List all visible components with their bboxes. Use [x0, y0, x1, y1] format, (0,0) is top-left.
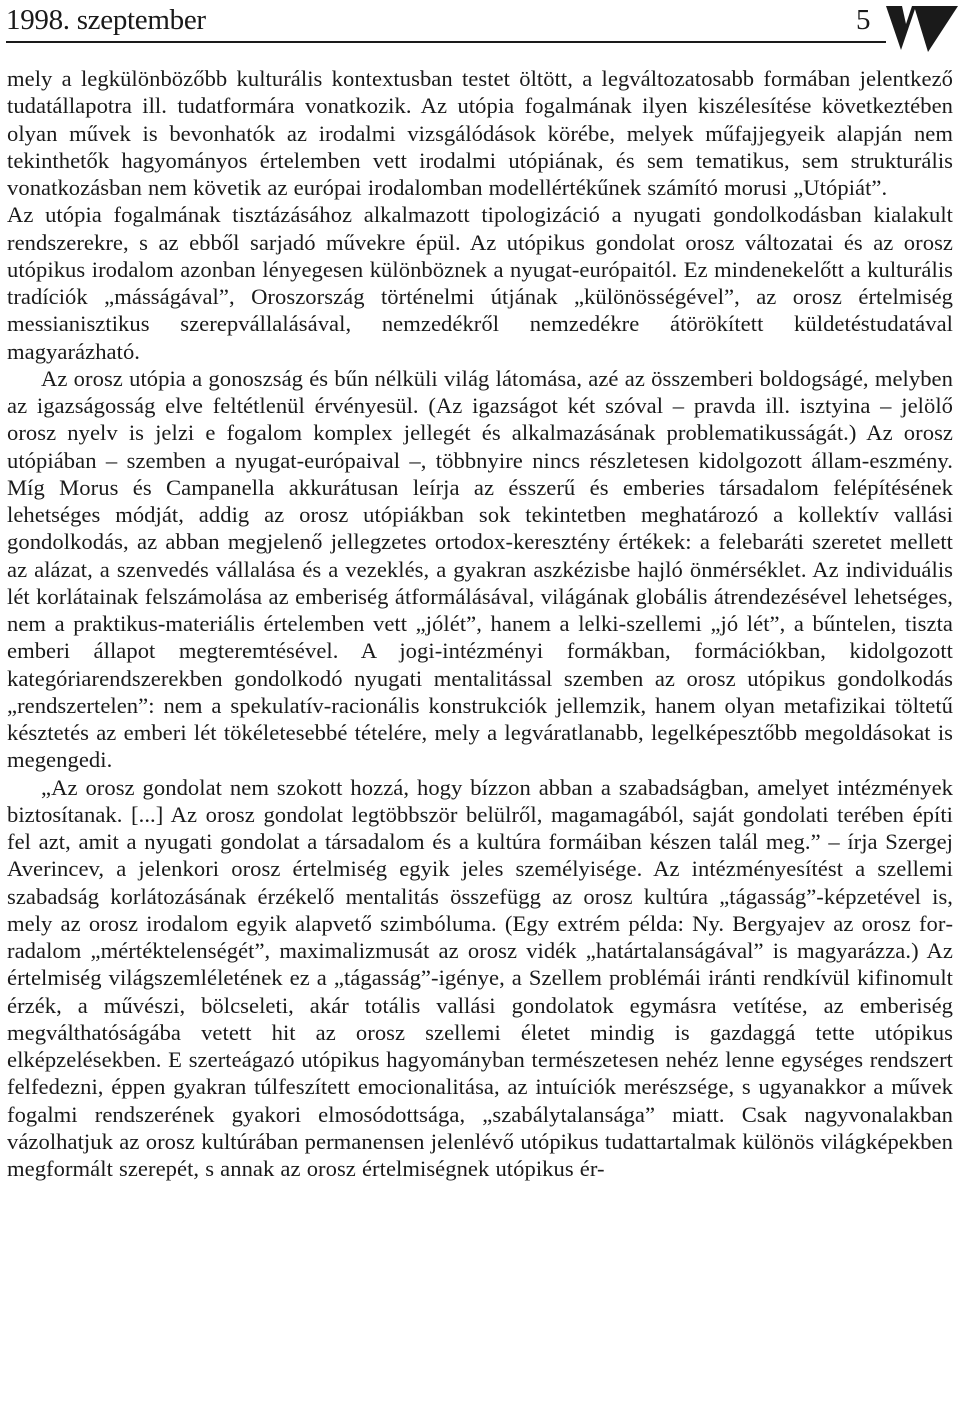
page-header	[6, 2, 951, 42]
page-number: 5	[856, 4, 871, 36]
article-body	[7, 65, 953, 1182]
header-rule	[6, 41, 886, 43]
paragraph-4: „Az orosz gondolat nem szokott hozzá, hogy bízzon abban a szabadságban, amelyet intézmények biztosítanak. [...] Az orosz gondolat legtöbbször belülről, magamagából, saját gondolati terében építi fel azt, amit a nyugati gondolat a társadalom és a kultúra formáiban készen talál meg.” – írja Szergej Averincev, a jelenkori orosz értelmiség egyik jeles személyisége. Az intézményesítést a szellemi szabadság korlátozásának érzékelő mentalitás összefügg az orosz kultúra „tágasság”-képzetével is, mely az orosz irodalom egyik alapvető szimbóluma. (Egy extrém példa: Ny. Bergyajev az orosz forradalom „mértéktelenségét”, maximalizmusát az orosz vidék „határtalanságával” is magyarázza.) Az értelmiség világszemléletének ez a „tágasság”-igénye, a Szellem problémái iránti rendkívül kifinomult érzék, a művészi, bölcseleti, akár totális vallási gondolatok egymásra vetítése, az emberiség megválthatóságába vetett hit az orosz szellemi életet mindig is gazdaggá tette utópikus elképzelésekben. E szerteágazó utópikus hagyományban természetesen nehéz lenne egységes rendszert felfedezni, éppen gyakran túlfeszített emocionalitása, az intuíciók merészsége, s ugyanakkor a művek fogalmi rendszerének gyakori elmosódottsága, „szabálytalansága” miatt. Csak nagyvonalakban vázolhatjuk az orosz kultúrában permanensen jelenlévő utópikus tudattartalmak különös világképekben megformált szerepét, s annak az orosz értelmiségnek utópikus ér-	[7, 774, 953, 1181]
issue-date: 1998. szeptember	[6, 4, 206, 36]
paragraph-3: Az orosz utópia a gonoszság és bűn nélküli világ látomása, azé az összemberi boldogságé, melyben az igazságosság elve feltétlenül érvényesül. (Az igazságot két szóval – pravda ill. isztyina – jelölő orosz nyelv is jelzi e fogalom komplex jellegét és alkalmazásának problematikusságát.) Az orosz utópiában – szemben a nyugat-európaival –, többnyire nincs részletesen kidolgozott állam-eszmény. Míg Morus és Campanella akkurátusan leírja az ésszerű és emberies társadalom felépítésének lehetséges módját, addig az orosz utópiákban sok tekintetben meghatározó a kollektív vallási gondolkodás, az abban megjelenő jellegzetes ortodox-keresztény értékek: a felebaráti szeretet mellett az alázat, a szenvedés vállalása és a vezeklés, a gyakran aszkézisbe hajló önmérséklet. Az individuális lét korlátainak felszámolása az emberiség átformálásával, világának globális átrendezésével lehetséges, nem a praktikus-materiális értelemben vett „jólét”, hanem a lelki-szellemi „jó lét”, a bűntelen, tiszta emberi állapot megteremtésével. A jogi-intézményi formákban, formációkban, kidolgozott kategóriarendszerekben gondolkodó nyugati mentalitással szemben az orosz utópikus gondolkodás „rendszertelen”: nem a spekulatív-racionális konstrukciók jellemzik, hanem olyan metafizikai töltetű késztetés az emberi lét tökéletesebbé tételére, mely a legváratlanabb, legelképesztőbb megoldásokat is megengedi.	[7, 365, 953, 773]
paragraph-1: mely a legkülönbözőbb kulturális kontextusban testet öltött, a legváltozatosabb formában jelentkező tudatállapotra ill. tudatformára vonatkozik. Az utópia fogalmának ilyen kiszélesítése következtében olyan művek is bevonhatók az irodalmi vizsgálódások körébe, melyek műfajjegyeik alapján nem tekinthetők hagyományos értelemben vett irodalmi utópiának, és sem tematikus, sem strukturális vonatkozásban nem követik az európai irodalomban modellértékűnek számító morusi „Utópiát”.	[7, 66, 953, 200]
double-chevron-logo-icon	[886, 6, 958, 54]
paragraph-2: Az utópia fogalmának tisztázásához alkalmazott tipologizáció a nyugati gondolkodásban kialakult rendszerekre, s az ebből sarjadó művekre épül. Az utópikus gondolat orosz változatai és az orosz utópikus irodalom azonban lényegesen különböznek a nyugat-európaitól. Ez mindenekelőtt a kulturális tradíciók „másságával”, Oroszország történelmi útjának „különösségével”, az orosz értelmiség messianisztikus szerepvállalásával, nemzedékről nemzedékre átörökített küldetéstudatával magyarázható.	[7, 202, 953, 364]
